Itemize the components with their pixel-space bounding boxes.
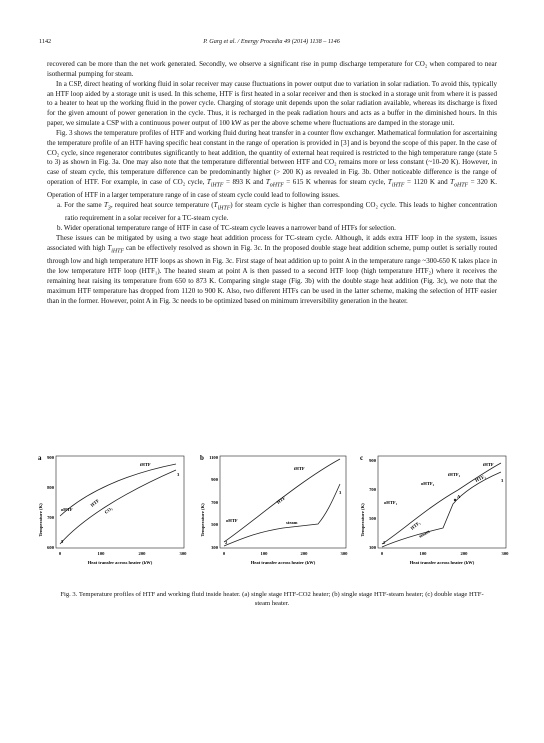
- state-label: 3: [501, 478, 504, 483]
- state-label: 2: [225, 540, 228, 545]
- y-tick: 700: [211, 500, 218, 505]
- list-item-b: b. Wider operational temperature range of HTF in case of TC-steam cycle leaves a narrower band of HTFs for selection.: [57, 224, 396, 233]
- running-head: P. Garg et al. / Energy Procedia 49 (2014) 1138 – 1146: [203, 38, 340, 45]
- y-tick: 300: [211, 545, 218, 550]
- x-tick: 300: [340, 551, 348, 556]
- y-tick: 300: [369, 545, 376, 550]
- curve-label: HTF₁: [409, 520, 422, 531]
- curve-label: steam: [418, 528, 431, 539]
- x-tick: 100: [260, 551, 268, 556]
- y-tick: 900: [369, 458, 376, 463]
- curve-label: HTF: [89, 498, 101, 508]
- x-tick: 0: [380, 551, 384, 556]
- y-tick: 900: [211, 477, 218, 482]
- paragraph: recovered can be more than the net work generated. Secondly, we observe a significant rise in pump discharge temperature for CO₂ when compared to near isothermal pumping for steam.: [47, 60, 497, 78]
- paragraph: In a CSP, direct heating of working fluid in solar receiver may cause fluctuations in power output due to variation in solar radiation. To avoid this, typically an HTF loop aided by a storage unit is used. In this scheme, HTF is first heated in a solar receiver and then is stocked in a storage unit from where it is passed to a heater to heat up the working fluid in the power cycle. Charging of storage unit depends upon the solar radiation available, whereas its discharge is fixed for the given amount of power generation in the cycle. Thus, it is recharged in the peak radiation hours and acts as a buffer in the diminished hours. In this paper, we simulate a CSP with a continuous power output of 100 kW as per the above scheme where fluctuations are damped in the storage unit.: [47, 79, 497, 128]
- y-tick: 700: [47, 515, 54, 520]
- state-label: 5: [61, 539, 64, 544]
- x-axis-label: Heat transfer across heater (kW): [250, 560, 316, 565]
- plot-frame: [56, 456, 184, 548]
- curve-label: oHTF: [61, 507, 73, 512]
- panel-letter: c: [360, 454, 364, 462]
- plot-frame: [220, 456, 346, 548]
- plot-frame: [378, 456, 506, 548]
- figure-panel-b: [198, 452, 356, 574]
- curve-label: oHTF: [226, 518, 238, 523]
- state-label: 3: [339, 490, 342, 495]
- curve-label: HTF₂: [474, 473, 487, 483]
- point-a-label: A: [457, 494, 461, 499]
- panel-letter: b: [200, 454, 204, 462]
- figure-3: [36, 452, 508, 574]
- point-a-marker: [454, 499, 456, 501]
- page-number: 1142: [39, 38, 52, 45]
- y-axis-label: Temperature (K): [200, 503, 205, 537]
- state-label: 2: [383, 540, 386, 545]
- x-tick: 0: [222, 551, 226, 556]
- x-tick: 200: [300, 551, 308, 556]
- x-tick: 100: [419, 551, 427, 556]
- curve-label: CO₂: [103, 505, 114, 515]
- page-header: [39, 38, 504, 48]
- list-item-a: a. For the same $T_3$, required heat source temperature $(T_{iHTF})$ for steam cycle is higher than corresponding CO₂ cycle. This leads to higher concentration ratio requirement in a solar receiver for a TC-steam cycle.: [57, 201, 497, 223]
- x-tick: 200: [460, 551, 468, 556]
- y-axis-label: Temperature (K): [38, 503, 43, 537]
- article-body: [47, 60, 497, 306]
- curve-label: iHTF: [294, 466, 305, 471]
- curve-label: HTF: [275, 495, 287, 505]
- y-tick: 900: [47, 455, 54, 460]
- y-tick: 500: [211, 522, 218, 527]
- figure-caption: Fig. 3. Temperature profiles of HTF and working fluid inside heater. (a) single stage HTF-CO2 heater; (b) single stage HTF-steam heater; (c) double stage HTF-steam heater.: [60, 591, 484, 607]
- x-tick: 100: [97, 551, 105, 556]
- curve-label: iHTF: [483, 462, 494, 467]
- curve-label: iHTF: [140, 462, 151, 467]
- y-tick: 600: [47, 545, 54, 550]
- paragraph: These issues can be mitigated by using a two stage heat addition process for TC-steam cycle. Although, it adds extra HTF loop in the system, issues associated with high $T_{iHTF}$ can be effectively resolved as shown in Fig. 3c. In the proposed double stage heat addition scheme, pump outlet is serially routed through low and high temperature HTF loops as shown in Fig. 3c. First stage of heat addition up to point A in the temperature range ~300-650 K takes place in the low temperature HTF loop (HTF₁). The heated steam at point A is then passed to a second HTF loop (high temperature HTF₂) where it receives the remaining heat raising its temperature from 650 to 873 K. Comparing single stage (Fig. 3b) with the double stage heat addition (Fig. 3c), we note that the maximum HTF temperature has dropped from 1120 to 900 K. Also, two different HTFs can be used in the latter scheme, making the selection of HTF easier than in the former. However, point A in Fig. 3c needs to be optimized based on minimum irreversibility generation in the heater.: [47, 234, 497, 305]
- x-tick: 300: [501, 551, 509, 556]
- x-axis-label: Heat transfer across heater (kW): [87, 560, 153, 565]
- curve-label: oHTF₂: [421, 481, 435, 486]
- y-tick: 800: [47, 485, 54, 490]
- x-tick: 300: [179, 551, 187, 556]
- curve-label: oHTF₁: [384, 500, 398, 505]
- curve-label: steam: [286, 520, 298, 525]
- state-label: 3: [177, 472, 180, 477]
- x-tick: 200: [138, 551, 146, 556]
- paragraph: Fig. 3 shows the temperature profiles of HTF and working fluid during heat transfer in a counter flow exchanger. Mathematical formulation for ascertaining the temperature profile of an HTF having specific heat constant in the range of operation is provided in [3] and is beyond the scope of this paper. In the case of CO₂ cycle, since regenerator contributes significantly to heat addition, the quantity of external heat required is restricted to the high temperature range (state 5 to 3) as shown in Fig. 3a. One may also note that the temperature differential between HTF and CO₂ remains more or less constant (~10-20 K). However, in case of steam cycle, this temperature difference can be predominantly higher (> 200 K) as revealed in Fig. 3b. Other noticeable difference is the range of operation of HTF. For example, in case of CO₂ cycle, $T_{iHTF} = 893$ K and $T_{oHTF} = 615$ K whereas for steam cycle, $T_{iHTF} = 1120$ K and $T_{oHTF} = 320$ K. Operation of HTF in a larger temperature range of in case of steam cycle could lead to following issues.: [47, 128, 497, 200]
- steam-curve: [382, 472, 501, 547]
- y-tick: 500: [369, 516, 376, 521]
- steam-curve: [224, 484, 340, 546]
- panel-letter: a: [38, 454, 42, 462]
- y-tick: 1100: [209, 455, 218, 460]
- x-axis-label: Heat transfer across heater (kW): [409, 560, 475, 565]
- y-axis-label: Temperature (K): [360, 503, 365, 537]
- x-tick: 0: [58, 551, 62, 556]
- figure-panel-c: [358, 452, 516, 574]
- htf-curve: [60, 464, 176, 516]
- figure-panel-a: [36, 452, 194, 574]
- y-tick: 700: [369, 487, 376, 492]
- curve-label: iHTF₂: [448, 472, 461, 477]
